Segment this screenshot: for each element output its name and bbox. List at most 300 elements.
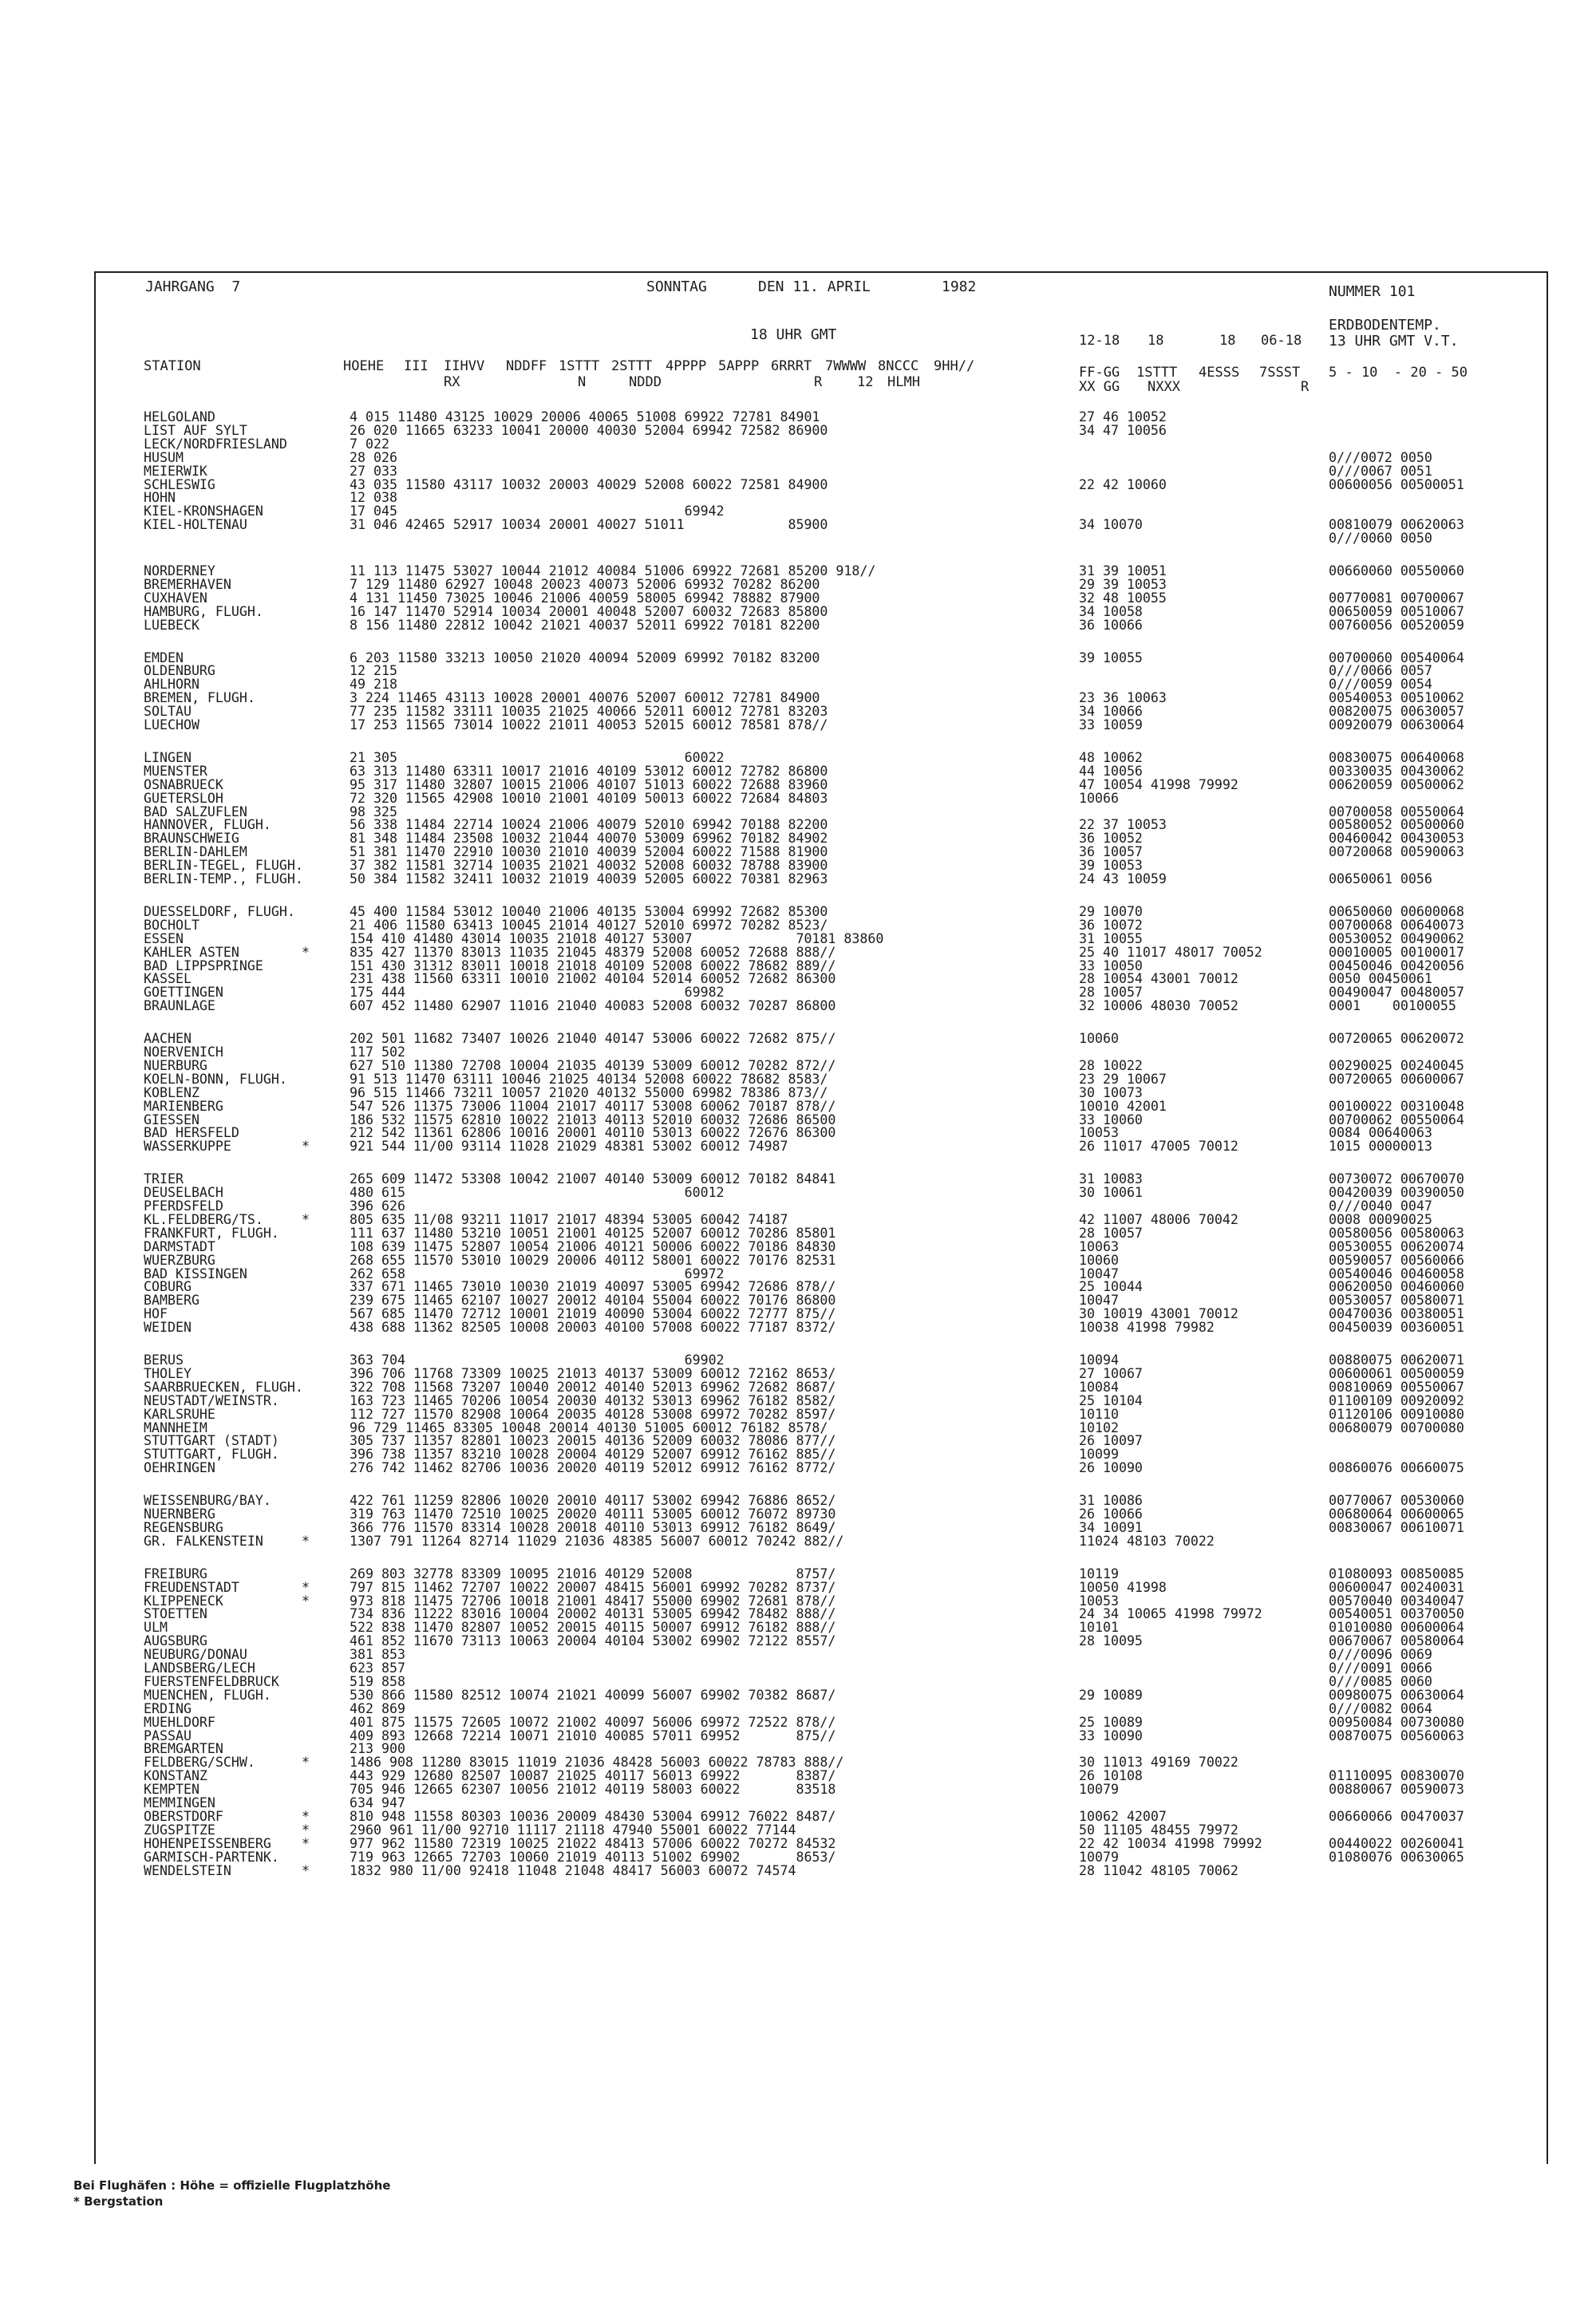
soil-temperatures: 0///0060 0050	[1329, 531, 1432, 547]
soil-temperatures: 00010005 00100017	[1329, 944, 1464, 960]
col-ff-gg-sub: XX GG	[1079, 379, 1120, 395]
station-name: MUEHLDORF	[144, 1714, 215, 1730]
table-row	[96, 1634, 1547, 1648]
soil-temperatures: 0050 00450061	[1329, 971, 1432, 987]
station-name: KONSTANZ	[144, 1768, 207, 1784]
table-row	[96, 1494, 1547, 1507]
observation-groups: 212 542 11361 62806 10016 20001 40110 53013 60022 72676 86300	[350, 1125, 836, 1141]
col-station: STATION	[144, 358, 201, 374]
col-soil-depths: 5 - 10 - 20 - 50	[1329, 365, 1468, 381]
station-name: MEIERWIK	[144, 463, 207, 479]
soil-temperatures: 1015 00000013	[1329, 1139, 1432, 1155]
observation-groups: 805 635 11/08 93211 11017 21017 48394 53005 60042 74187	[350, 1211, 788, 1227]
station-name: LIST AUF SYLT	[144, 422, 247, 438]
observation-groups: 186 532 11575 62810 10022 21013 40113 52010 60032 72686 86500	[350, 1111, 836, 1127]
station-name: SOLTAU	[144, 704, 192, 720]
table-row	[96, 1139, 1547, 1153]
soil-temperatures: 0///0066 0057	[1329, 663, 1432, 679]
table-row	[96, 1226, 1547, 1240]
observation-groups: 77 235 11582 33111 10035 21025 40066 52011 60012 72781 83203	[350, 704, 828, 720]
observation-groups: 734 836 11222 83016 10004 20002 40131 53005 69942 78482 888//	[350, 1606, 836, 1622]
soil-temperatures: 00290025 00240045	[1329, 1057, 1464, 1073]
observation-groups: 6 203 11580 33213 10050 21020 40094 52009 69992 70182 83200	[350, 650, 820, 665]
period-groups: 10102	[1079, 1419, 1119, 1435]
table-row	[96, 805, 1547, 819]
table-row	[96, 410, 1547, 424]
observation-groups: 607 452 11480 62907 11016 21040 40083 52008 60032 70287 86800	[350, 998, 836, 1014]
col-6rrrt: 6RRRT	[771, 358, 812, 374]
period-groups: 10060	[1079, 1252, 1119, 1268]
soil-temperatures: 00470036 00380051	[1329, 1306, 1464, 1322]
station-name: AUGSBURG	[144, 1633, 207, 1649]
station-name: KASSEL	[144, 971, 192, 987]
station-name: GOETTINGEN	[144, 985, 223, 1001]
year-label: 1982	[942, 278, 977, 295]
table-row	[96, 1729, 1547, 1743]
period-groups: 11024 48103 70022	[1079, 1533, 1215, 1549]
period-groups: 26 11017 47005 70012	[1079, 1139, 1238, 1155]
soil-temperatures: 0///0067 0051	[1329, 463, 1432, 479]
observation-groups: 366 776 11570 83314 10028 20018 40110 53013 69912 76182 8649/	[350, 1519, 836, 1535]
table-row	[96, 1408, 1547, 1421]
table-row	[96, 1521, 1547, 1534]
table-row	[96, 1421, 1547, 1435]
col-2sttt-sub: NDDD	[629, 374, 662, 390]
table-row	[96, 518, 1547, 531]
table-row	[96, 618, 1547, 632]
soil-temperatures: 00810079 00620063	[1329, 517, 1464, 533]
station-name: KLIPPENECK	[144, 1593, 223, 1609]
station-name: FRANKFURT, FLUGH.	[144, 1225, 279, 1241]
period-groups: 28 10057	[1079, 985, 1143, 1001]
table-row	[96, 1353, 1547, 1367]
mountain-marker: *	[302, 1862, 310, 1878]
period-groups: 31 39 10051	[1079, 563, 1167, 578]
station-name: THOLEY	[144, 1365, 192, 1381]
col-8nccc: 8NCCC	[878, 358, 919, 374]
date-label: DEN 11. APRIL	[758, 278, 871, 295]
observation-groups: 438 688 11362 82505 10008 20003 40100 57008 60022 77187 8372/	[350, 1320, 836, 1336]
observation-groups: 63 313 11480 63311 10017 21016 40109 53012 60012 72782 86800	[350, 763, 828, 779]
station-name: DEUSELBACH	[144, 1185, 223, 1201]
soil-temperatures: 00670067 00580064	[1329, 1633, 1464, 1649]
soil-temperatures: 00830067 00610071	[1329, 1519, 1464, 1535]
table-row	[96, 531, 1547, 545]
table-row	[96, 972, 1547, 985]
observation-groups: 396 626	[350, 1198, 405, 1214]
soil-temperatures: 00540053 00510062	[1329, 690, 1464, 706]
observation-groups: 16 147 11470 52914 10034 20001 40048 52007 60032 72683 85800	[350, 603, 828, 619]
weekday-label: SONNTAG	[646, 278, 707, 295]
period-groups: 34 10070	[1079, 517, 1143, 533]
observation-groups: 973 818 11475 72706 10018 21001 48417 55000 69902 72681 878//	[350, 1593, 836, 1609]
col-2sttt: 2STTT	[611, 358, 653, 374]
soil-temperatures: 0///0096 0069	[1329, 1647, 1432, 1663]
table-row	[96, 651, 1547, 665]
station-name: MARIENBERG	[144, 1098, 223, 1114]
station-name: MEMMINGEN	[144, 1795, 215, 1810]
period-groups: 10050 41998	[1079, 1579, 1167, 1595]
table-row	[96, 464, 1547, 478]
station-name: WENDELSTEIN	[144, 1862, 231, 1878]
observation-groups: 1486 908 11280 83015 11019 21036 48428 56003 60022 78783 888//	[350, 1755, 844, 1771]
table-row	[96, 792, 1547, 805]
soil-temperatures: 00540051 00370050	[1329, 1606, 1464, 1622]
soil-temperatures: 00540046 00460058	[1329, 1265, 1464, 1281]
station-name: GUETERSLOH	[144, 790, 223, 806]
period-groups: 33 10090	[1079, 1727, 1143, 1743]
period-groups: 23 29 10067	[1079, 1071, 1167, 1087]
table-row	[96, 1240, 1547, 1254]
period-groups: 22 42 10060	[1079, 476, 1167, 492]
table-row	[96, 1661, 1547, 1675]
period-groups: 26 10108	[1079, 1768, 1143, 1784]
station-name: BRAUNLAGE	[144, 998, 215, 1014]
soil-temperatures: 00570040 00340047	[1329, 1593, 1464, 1609]
soil-temperatures: 00580056 00580063	[1329, 1225, 1464, 1241]
observation-groups: 37 382 11581 32714 10035 21021 40032 52008 60032 78788 83900	[350, 858, 828, 874]
soil-temperatures: 0///0082 0064	[1329, 1700, 1432, 1716]
station-name: FREIBURG	[144, 1566, 207, 1581]
soil-temperatures: 00460042 00430053	[1329, 831, 1464, 847]
period-groups: 36 10072	[1079, 917, 1143, 933]
observation-groups: 151 430 31312 83011 10018 21018 40109 52008 60022 78682 889//	[350, 958, 836, 973]
observation-groups: 522 838 11470 82807 10052 20015 40115 50007 69912 76182 888//	[350, 1620, 836, 1636]
observation-groups: 4 131 11450 73025 10046 21006 40059 58005 69942 78882 87900	[350, 590, 820, 606]
station-name: KIEL-HOLTENAU	[144, 517, 247, 533]
period-groups: 10063	[1079, 1238, 1119, 1254]
soil-temperatures: 01010080 00600064	[1329, 1620, 1464, 1636]
period-groups: 10101	[1079, 1620, 1119, 1636]
period-groups: 10053	[1079, 1593, 1119, 1609]
table-row	[96, 1434, 1547, 1447]
mountain-marker: *	[302, 1808, 310, 1824]
soil-temperatures: 00700060 00540064	[1329, 650, 1464, 665]
observation-groups: 12 215	[350, 663, 397, 679]
observation-groups: 835 427 11370 83013 11035 21045 48379 52008 60052 72688 888//	[350, 944, 836, 960]
soil-temperatures: 00530055 00620074	[1329, 1238, 1464, 1254]
soil-temperatures: 00770067 00530060	[1329, 1493, 1464, 1509]
period-groups: 22 37 10053	[1079, 817, 1167, 833]
station-name: SAARBRUECKEN, FLUGH.	[144, 1379, 303, 1395]
table-row	[96, 1321, 1547, 1334]
period-groups: 32 10006 48030 70052	[1079, 998, 1238, 1014]
soil-temperatures: 00420039 00390050	[1329, 1185, 1464, 1201]
station-name: HOHN	[144, 490, 176, 506]
period-groups: 36 10066	[1079, 617, 1143, 633]
station-name: HUSUM	[144, 449, 184, 465]
period-groups: 10099	[1079, 1447, 1119, 1463]
volume-label: JAHRGANG 7	[145, 278, 241, 295]
table-row	[96, 999, 1547, 1013]
observation-groups: 977 962 11580 72319 10025 21022 48413 57006 60022 70272 84532	[350, 1835, 836, 1851]
table-row	[96, 1254, 1547, 1267]
mountain-marker: *	[302, 1835, 310, 1851]
period-groups: 30 11013 49169 70022	[1079, 1755, 1238, 1771]
soil-temperatures: 01080093 00850085	[1329, 1566, 1464, 1581]
observation-groups: 797 815 11462 72707 10022 20007 48415 56001 69992 70282 8737/	[350, 1579, 836, 1595]
soil-temperatures: 00620059 00500062	[1329, 776, 1464, 792]
observation-groups: 111 637 11480 53210 10051 21001 40125 52007 60012 70286 85801	[350, 1225, 836, 1241]
station-name: BAD HERSFELD	[144, 1125, 239, 1141]
table-row	[96, 1783, 1547, 1796]
table-row	[96, 1796, 1547, 1810]
observation-groups: 567 685 11470 72712 10001 21019 40090 53004 60022 72777 875//	[350, 1306, 836, 1322]
table-row	[96, 845, 1547, 859]
table-row	[96, 1126, 1547, 1139]
station-name: HOF	[144, 1306, 168, 1322]
station-name: KIEL-KRONSHAGEN	[144, 503, 263, 519]
station-name: EMDEN	[144, 650, 184, 665]
period-groups: 50 11105 48455 79972	[1079, 1822, 1238, 1838]
soil-temperatures: 00920079 00630064	[1329, 717, 1464, 732]
table-row	[96, 959, 1547, 973]
table-row	[96, 1380, 1547, 1394]
station-name: BREMEN, FLUGH.	[144, 690, 255, 706]
soil-temperatures: 00720068 00590063	[1329, 844, 1464, 860]
period-groups: 29 39 10053	[1079, 576, 1167, 592]
period-groups: 24 43 10059	[1079, 871, 1167, 886]
station-name: BAD SALZUFLEN	[144, 804, 247, 819]
period-groups: 25 40 11017 48017 70052	[1079, 944, 1262, 960]
period-groups: 10047	[1079, 1265, 1119, 1281]
observation-groups: 409 893 12668 72214 10071 21010 40085 57011 69952 875//	[350, 1727, 836, 1743]
soil-temperatures: 00700068 00640073	[1329, 917, 1464, 933]
period-groups: 23 36 10063	[1079, 690, 1167, 706]
soil-temperatures: 00720065 00600067	[1329, 1071, 1464, 1087]
period-groups: 39 10055	[1079, 650, 1143, 665]
mountain-marker: *	[302, 1211, 310, 1227]
station-name: AHLHORN	[144, 677, 200, 693]
soil-temperatures: 0084 00640063	[1329, 1125, 1432, 1141]
station-name: NORDERNEY	[144, 563, 215, 578]
mountain-marker: *	[302, 1533, 310, 1549]
period-groups: 10062 42007	[1079, 1808, 1167, 1824]
col-4esss: 4ESSS	[1199, 365, 1240, 381]
period-groups: 36 10052	[1079, 831, 1143, 847]
station-name: CUXHAVEN	[144, 590, 207, 606]
station-name: FELDBERG/SCHW.	[144, 1755, 255, 1771]
station-name: KOELN-BONN, FLUGH.	[144, 1071, 287, 1087]
col-9hh: 9HH//	[934, 358, 975, 374]
table-row	[96, 1534, 1547, 1548]
soil-temperatures: 00330035 00430062	[1329, 763, 1464, 779]
observation-groups: 21 305 60022	[350, 749, 725, 765]
soil-temperature-title: ERDBODENTEMP.	[1329, 317, 1441, 334]
soil-temperatures: 00580052 00500060	[1329, 817, 1464, 833]
soil-temperatures: 00770081 00700067	[1329, 590, 1464, 606]
table-row	[96, 1755, 1547, 1769]
table-row	[96, 1045, 1547, 1059]
soil-temperatures: 01100109 00920092	[1329, 1392, 1464, 1408]
col-4pppp: 4PPPP	[666, 358, 707, 374]
soil-temperatures: 00450039 00360051	[1329, 1320, 1464, 1336]
table-row	[96, 818, 1547, 831]
soil-temperatures: 01110095 00830070	[1329, 1768, 1464, 1784]
station-name: ULM	[144, 1620, 168, 1636]
observation-groups: 396 706 11768 73309 10025 21013 40137 53009 60012 72162 8653/	[350, 1365, 836, 1381]
station-name: LINGEN	[144, 749, 192, 765]
table-row	[96, 705, 1547, 718]
soil-temperatures: 0///0091 0066	[1329, 1660, 1432, 1676]
soil-temperature-time: 13 UHR GMT V.T.	[1329, 333, 1459, 349]
period-groups: 30 10073	[1079, 1084, 1143, 1100]
col-iihvv-sub: RX	[444, 374, 460, 390]
observation-groups: 31 046 42465 52917 10034 20001 40027 51011 85900	[350, 517, 828, 533]
table-row	[96, 1394, 1547, 1408]
soil-temperatures: 00650061 0056	[1329, 871, 1432, 886]
soil-temperatures: 00660060 00550060	[1329, 563, 1464, 578]
station-name: MANNHEIM	[144, 1419, 207, 1435]
table-row	[96, 872, 1547, 886]
station-name: BRAUNSCHWEIG	[144, 831, 239, 847]
observation-groups: 3 224 11465 43113 10028 20001 40076 52007 60012 72781 84900	[350, 690, 820, 706]
period-groups: 28 10057	[1079, 1225, 1143, 1241]
observation-groups: 96 515 11466 73211 10057 21020 40132 55000 69982 78386 873//	[350, 1084, 828, 1100]
observation-groups: 43 035 11580 43117 10032 20003 40029 52008 60022 72581 84900	[350, 476, 828, 492]
table-row	[96, 1742, 1547, 1755]
station-name: BREMGARTEN	[144, 1741, 223, 1757]
station-name: REGENSBURG	[144, 1519, 223, 1535]
observation-groups: 98 325	[350, 804, 397, 819]
station-name: COBURG	[144, 1279, 192, 1295]
period-groups: 10066	[1079, 790, 1119, 806]
observation-groups: 17 253 11565 73014 10022 21011 40053 52015 60012 78581 878//	[350, 717, 828, 732]
observation-groups: 269 803 32778 83309 10095 21016 40129 52008 8757/	[350, 1566, 836, 1581]
observation-groups: 96 729 11465 83305 10048 20014 40130 51005 60012 76182 8578/	[350, 1419, 828, 1435]
soil-temperatures: 00830075 00640068	[1329, 749, 1464, 765]
soil-temperatures: 0001 00100055	[1329, 998, 1456, 1014]
station-name: LUECHOW	[144, 717, 200, 732]
observation-groups: 337 671 11465 73010 10030 21019 40097 53005 69942 72686 878//	[350, 1279, 836, 1295]
soil-temperatures: 0008 00090025	[1329, 1211, 1432, 1227]
table-row	[96, 1769, 1547, 1783]
soil-temperatures: 01080076 00630065	[1329, 1849, 1464, 1865]
table-row	[96, 764, 1547, 778]
observation-groups: 265 609 11472 53308 10042 21007 40140 53009 60012 70182 84841	[350, 1171, 836, 1187]
table-row	[96, 905, 1547, 918]
table-row	[96, 985, 1547, 999]
soil-temperatures: 00720065 00620072	[1329, 1031, 1464, 1047]
period-groups: 27 10067	[1079, 1365, 1143, 1381]
soil-temperatures: 00980075 00630064	[1329, 1687, 1464, 1703]
footnote-airports: Bei Flughäfen : Höhe = offizielle Flugplatzhöhe	[73, 2178, 391, 2193]
table-row	[96, 1113, 1547, 1127]
observation-groups: 49 218	[350, 677, 397, 693]
soil-temperatures: 00450046 00420056	[1329, 958, 1464, 973]
station-name: GARMISCH-PARTENK.	[144, 1849, 279, 1865]
station-name: PFERDSFELD	[144, 1198, 223, 1214]
observation-groups: 519 858	[350, 1673, 405, 1689]
col-5appp: 5APPP	[718, 358, 760, 374]
station-name: BERLIN-TEGEL, FLUGH.	[144, 858, 303, 874]
observation-groups: 28 026	[350, 449, 397, 465]
table-row	[96, 504, 1547, 518]
station-name: AACHEN	[144, 1031, 192, 1047]
station-name: OEHRINGEN	[144, 1460, 215, 1476]
period-groups: 29 10070	[1079, 903, 1143, 919]
soil-temperatures: 00530057 00580071	[1329, 1293, 1464, 1309]
period-groups: 33 10050	[1079, 958, 1143, 973]
station-name: STUTTGART, FLUGH.	[144, 1447, 279, 1463]
col-period-18-a: 18	[1148, 333, 1164, 349]
period-groups: 44 10056	[1079, 763, 1143, 779]
table-row	[96, 1621, 1547, 1634]
station-name: STUTTGART (STADT)	[144, 1433, 279, 1449]
soil-temperatures: 01120106 00910080	[1329, 1406, 1464, 1422]
period-groups: 10119	[1079, 1566, 1119, 1581]
period-groups: 36 10057	[1079, 844, 1143, 860]
period-groups: 29 10089	[1079, 1687, 1143, 1703]
table-row	[96, 1186, 1547, 1199]
observation-time-label: 18 UHR GMT	[750, 326, 837, 343]
table-row	[96, 437, 1547, 451]
period-groups: 33 10060	[1079, 1111, 1143, 1127]
col-iihvv: IIHVV	[444, 358, 485, 374]
table-row	[96, 1032, 1547, 1045]
station-name: FREUDENSTADT	[144, 1579, 239, 1595]
col-7wwww-sub: 12	[857, 374, 874, 390]
station-name: KL.FELDBERG/TS.	[144, 1211, 263, 1227]
period-groups: 10079	[1079, 1782, 1119, 1798]
observation-groups: 719 963 12665 72703 10060 21019 40113 51002 69902 8653/	[350, 1849, 836, 1865]
col-6rrrt-sub: R	[814, 374, 823, 390]
soil-temperatures: 00600061 00500059	[1329, 1365, 1464, 1381]
period-groups: 34 10091	[1079, 1519, 1143, 1535]
station-name: BREMERHAVEN	[144, 576, 231, 592]
station-name: KAHLER ASTEN	[144, 944, 239, 960]
table-row	[96, 1850, 1547, 1864]
soil-temperatures: 00600047 00240031	[1329, 1579, 1464, 1595]
col-period-12-18: 12-18	[1079, 333, 1120, 349]
station-name: BERLIN-TEMP., FLUGH.	[144, 871, 303, 886]
station-name: MUENSTER	[144, 763, 207, 779]
table-row	[96, 1072, 1547, 1086]
table-row	[96, 751, 1547, 764]
soil-temperatures: 0///0059 0054	[1329, 677, 1432, 693]
soil-temperatures: 00650060 00600068	[1329, 903, 1464, 919]
soil-temperatures: 00650059 00510067	[1329, 603, 1464, 619]
table-row	[96, 677, 1547, 691]
period-groups: 25 10089	[1079, 1714, 1143, 1730]
col-1sttt: 1STTT	[559, 358, 600, 374]
observation-groups: 21 406 11580 63413 10045 21014 40127 52010 69972 70282 8523/	[350, 917, 828, 933]
station-name: HAMBURG, FLUGH.	[144, 603, 263, 619]
observation-groups: 163 723 11465 70206 10054 20030 40132 53013 69962 76182 8582/	[350, 1392, 836, 1408]
table-row	[96, 564, 1547, 578]
station-name: ESSEN	[144, 930, 184, 946]
table-row	[96, 932, 1547, 946]
observation-groups: 305 737 11357 82801 10023 20015 40136 52009 60032 78086 877//	[350, 1433, 836, 1449]
observation-groups: 117 502	[350, 1044, 405, 1060]
observation-groups: 112 727 11570 82908 10064 20035 40128 53008 69972 70282 8597/	[350, 1406, 836, 1422]
soil-temperatures: 00100022 00310048	[1329, 1098, 1464, 1114]
period-groups: 10110	[1079, 1406, 1119, 1422]
table-row	[96, 831, 1547, 845]
observation-groups: 363 704 69902	[350, 1352, 725, 1368]
table-row	[96, 718, 1547, 732]
period-groups: 32 48 10055	[1079, 590, 1167, 606]
observation-groups: 202 501 11682 73407 10026 21040 40147 53006 60022 72682 875//	[350, 1031, 836, 1047]
col-1sttt-sub: N	[578, 374, 587, 390]
soil-temperatures: 00870075 00560063	[1329, 1727, 1464, 1743]
soil-temperatures: 00440022 00260041	[1329, 1835, 1464, 1851]
station-name: MUENCHEN, FLUGH.	[144, 1687, 271, 1703]
table-row	[96, 1280, 1547, 1293]
table-row	[96, 1461, 1547, 1475]
table-row	[96, 1716, 1547, 1729]
table-row	[96, 1172, 1547, 1186]
